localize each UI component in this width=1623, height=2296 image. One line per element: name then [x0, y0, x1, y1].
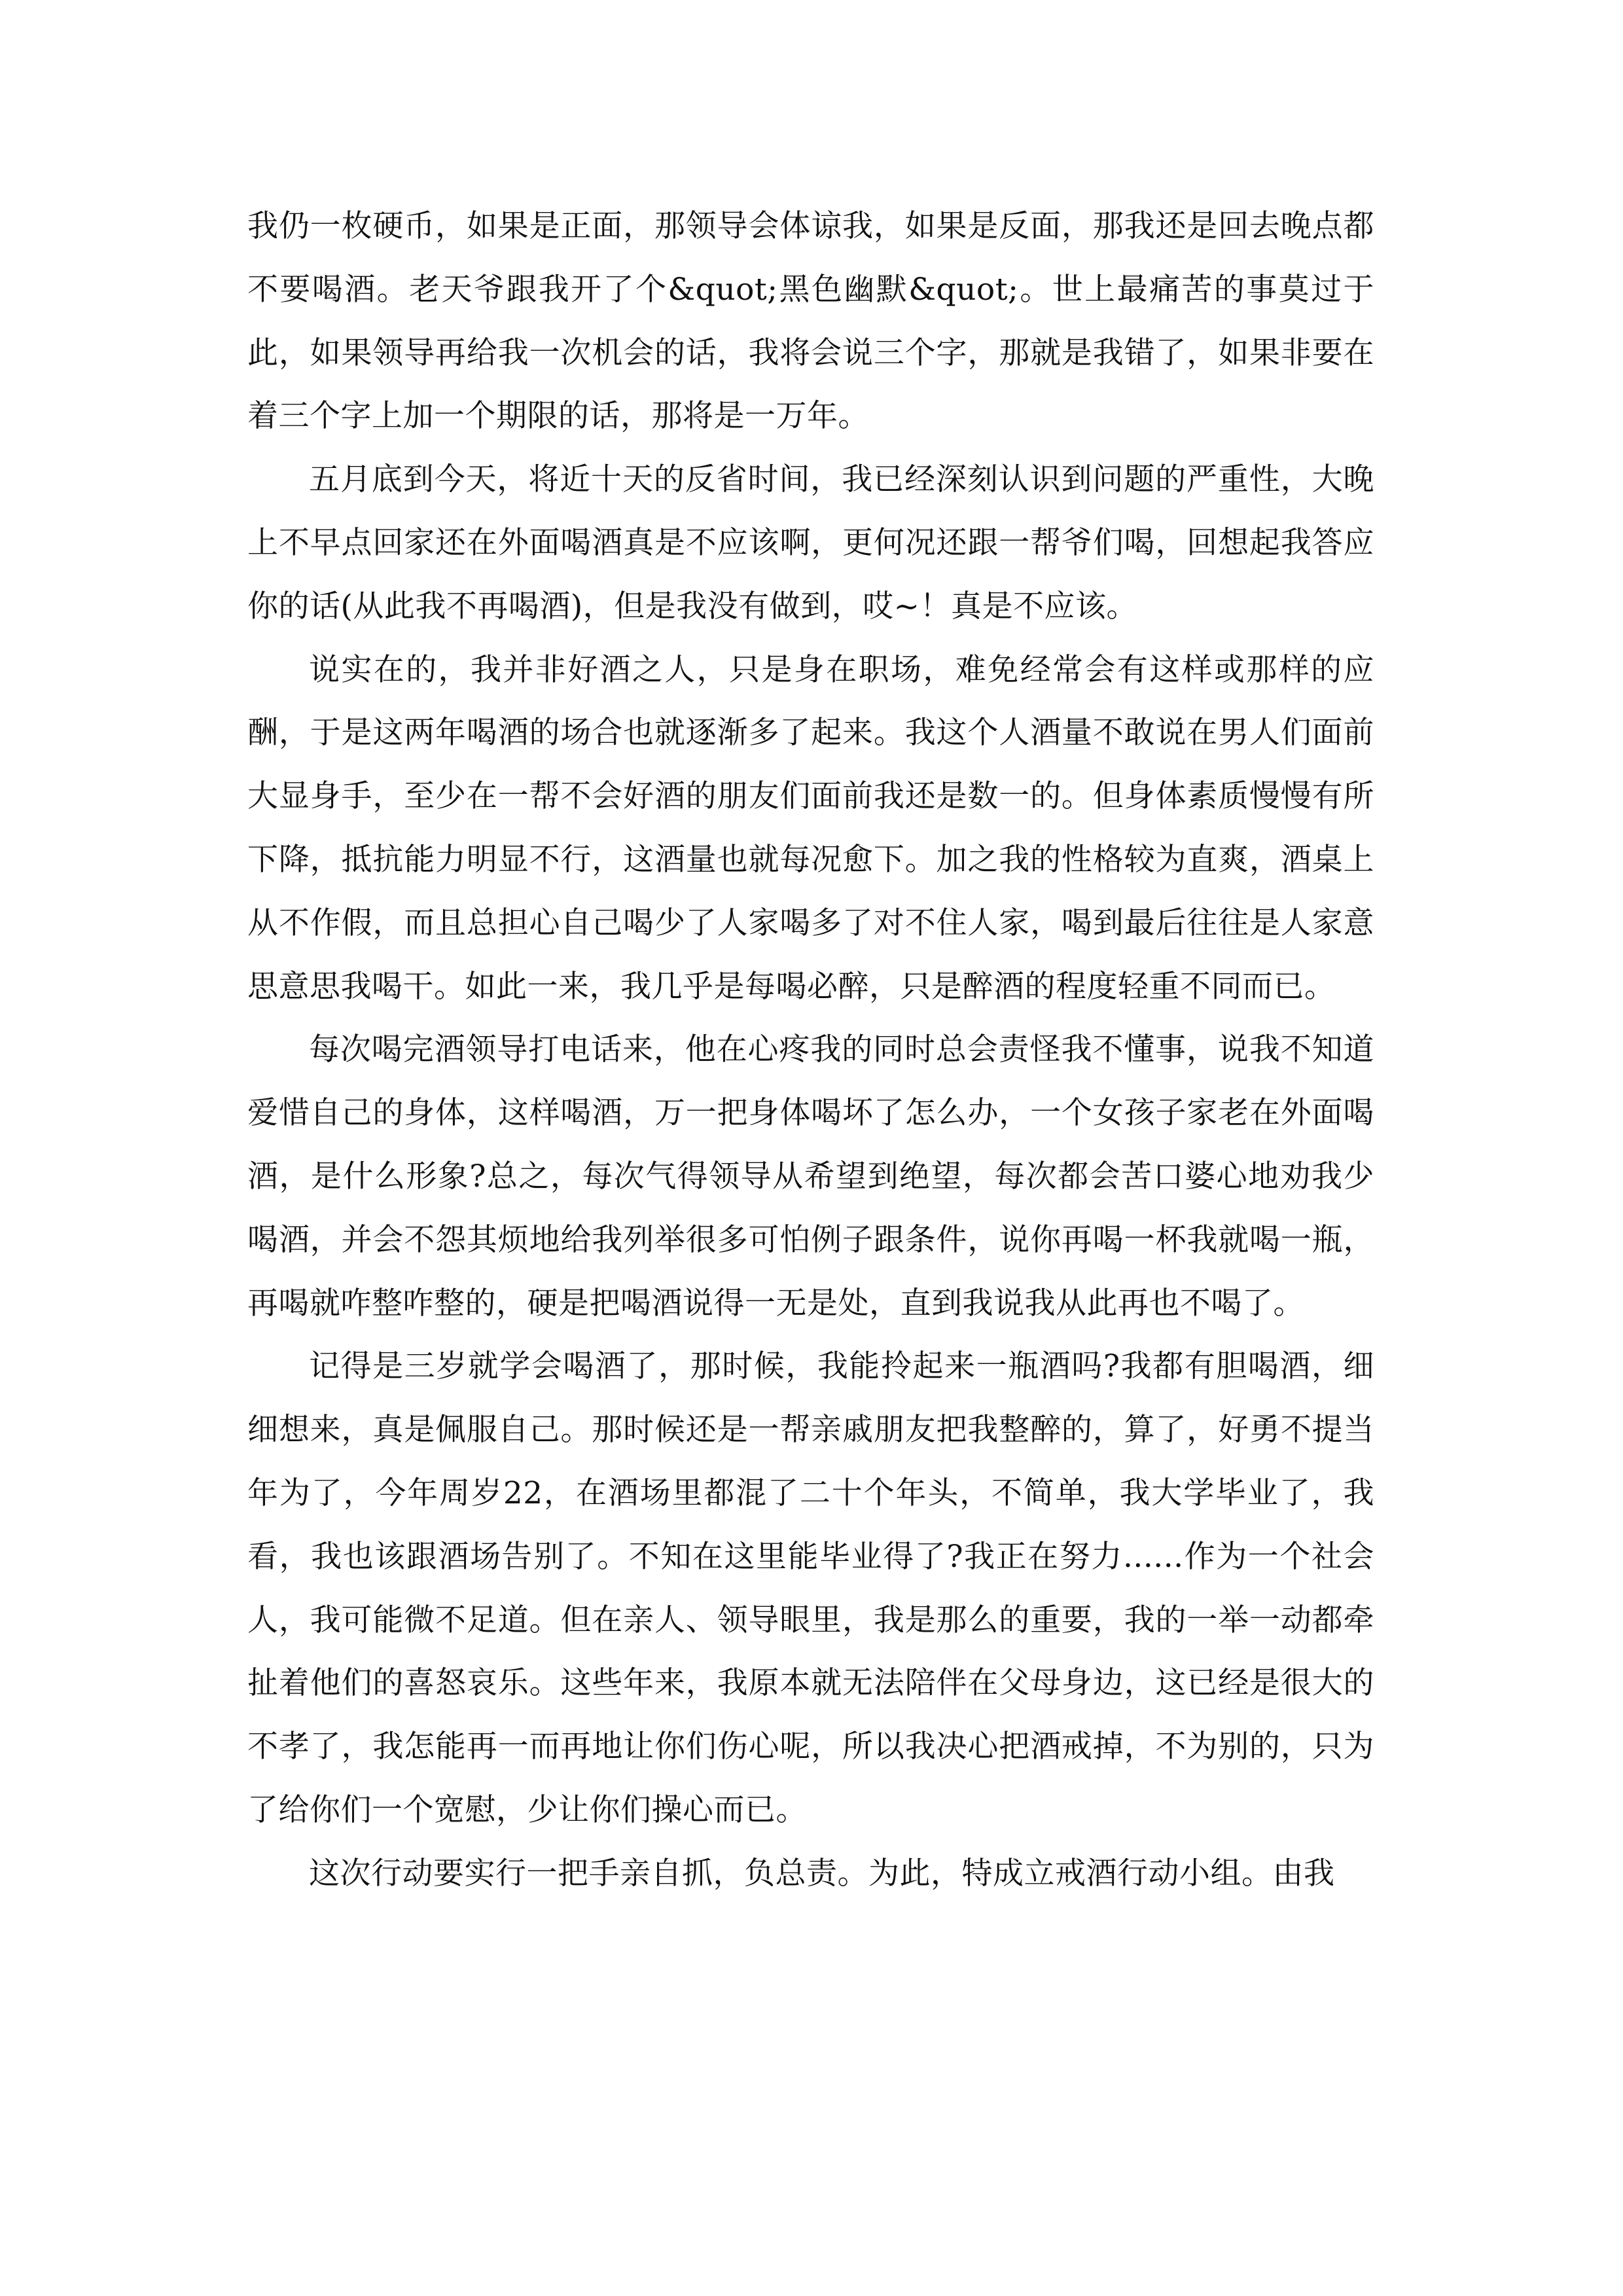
paragraph-3: 说实在的，我并非好酒之人，只是身在职场，难免经常会有这样或那样的应酬，于是这两年喝酒的场合也就逐渐多了起来。我这个人酒量不敢说在男人们面前大显身手，至少在一帮不会好酒的朋友们面前我还是数一的。但身体素质慢慢有所下降，抵抗能力明显不行，这酒量也就每况愈下。加之我的性格较为直爽，酒桌上从不作假，而且总担心自己喝少了人家喝多了对不住人家，喝到最后往往是人家意思意思我喝干。如此一来，我几乎是每喝必醉，只是醉酒的程度轻重不同而已。: [247, 651, 1374, 1005]
paragraph-2: 五月底到今天，将近十天的反省时间，我已经深刻认识到问题的严重性，大晚上不早点回家还在外面喝酒真是不应该啊，更何况还跟一帮爷们喝，回想起我答应你的话(从此我不再喝酒)，但是我没有做到，哎~！真是不应该。: [247, 461, 1374, 624]
document-body: [247, 195, 1374, 1906]
paragraph-6: 这次行动要实行一把手亲自抓，负总责。为此，特成立戒酒行动小组。由我: [309, 1855, 1335, 1892]
paragraph-5: 记得是三岁就学会喝酒了，那时候，我能拎起来一瓶酒吗?我都有胆喝酒，细细想来，真是佩服自己。那时候还是一帮亲戚朋友把我整醉的，算了，好勇不提当年为了，今年周岁22，在酒场里都混了二十个年头，不简单，我大学毕业了，我看，我也该跟酒场告别了。不知在这里能毕业得了?我正在努力......作为一个社会人，我可能微不足道。但在亲人、领导眼里，我是那么的重要，我的一举一动都牵扯着他们的喜怒哀乐。这些年来，我原本就无法陪伴在父母身边，这已经是很大的不孝了，我怎能再一而再地让你们伤心呢，所以我决心把酒戒掉，不为别的，只为了给你们一个宽慰，少让你们操心而已。: [247, 1348, 1374, 1828]
paragraph-1: 我仍一枚硬币，如果是正面，那领导会体谅我，如果是反面，那我还是回去晚点都不要喝酒。老天爷跟我开了个&quot;黑色幽默&quot;。世上最痛苦的事莫过于此，如果领导再给我一次机会的话，我将会说三个字，那就是我错了，如果非要在着三个字上加一个期限的话，那将是一万年。: [247, 208, 1374, 435]
paragraph-4: 每次喝完酒领导打电话来，他在心疼我的同时总会责怪我不懂事，说我不知道爱惜自己的身体，这样喝酒，万一把身体喝坏了怎么办，一个女孩子家老在外面喝酒，是什么形象?总之，每次气得领导从希望到绝望，每次都会苦口婆心地劝我少喝酒，并会不怨其烦地给我列举很多可怕例子跟条件，说你再喝一杯我就喝一瓶，再喝就咋整咋整的，硬是把喝酒说得一无是处，直到我说我从此再也不喝了。: [247, 1031, 1374, 1321]
